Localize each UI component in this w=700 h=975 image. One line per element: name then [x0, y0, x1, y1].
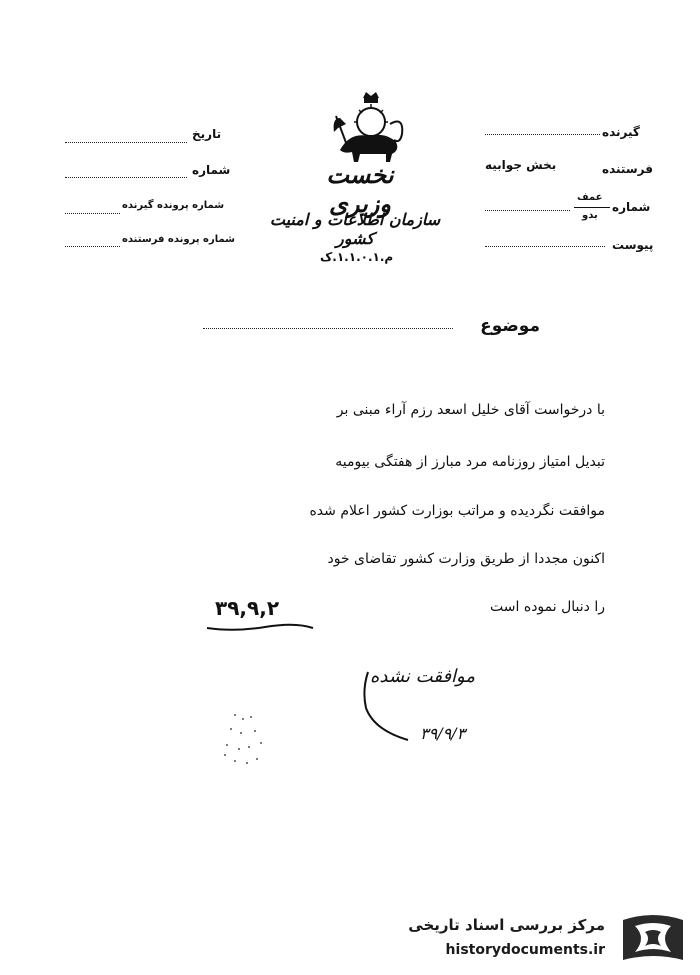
receiver-line: [485, 134, 600, 135]
number-fraction-bar: [574, 207, 610, 208]
handwritten-note: موافقت نشده: [370, 666, 475, 687]
number-line-right: [485, 210, 570, 211]
number-label-right: شماره: [612, 200, 651, 214]
sender-file-line: [65, 246, 120, 247]
body-line-4: اکنون مجددا از طریق وزارت کشور تقاضای خود: [327, 551, 605, 567]
watermark-text: مرکز بررسی اسناد تاریخی: [408, 916, 605, 934]
subject-label: موضوع: [480, 316, 540, 336]
number-line-left: [65, 177, 187, 178]
lion-and-sun-emblem-icon: [330, 88, 412, 168]
handwritten-date-stamp: ۳۹,۹,۲: [215, 596, 280, 620]
watermark-url: historydocuments.ir: [445, 942, 605, 958]
sender-file-label: شماره پرونده فرستنده: [122, 234, 235, 245]
faint-scribble: [215, 705, 275, 775]
number-bottom-value: بدو: [582, 210, 598, 221]
org-title-savak: سازمان اطلاعات و امنیت کشور: [269, 210, 441, 248]
sender-label: فرستنده: [602, 162, 653, 176]
receiver-file-line: [65, 213, 120, 214]
stamp-underline: [205, 622, 315, 634]
org-title-prime-ministry: نخست وزیری: [326, 160, 394, 218]
sender-value: بخش جوابیه: [485, 158, 557, 172]
org-code: م.۱.۱.۰.۱.ک: [320, 250, 394, 264]
date-label: تاریخ: [192, 127, 222, 141]
subject-line: [203, 328, 453, 329]
body-line-1: با درخواست آقای خلیل اسعد رزم آراء مبنی بر: [336, 402, 605, 418]
attachment-line: [485, 246, 605, 247]
attachment-label: پیوست: [612, 238, 654, 252]
body-line-5: را دنبال نموده است: [490, 599, 605, 615]
body-line-2: تبدیل امتیاز روزنامه مرد مبارز از هفتگی بیومیه: [335, 454, 605, 470]
handwritten-note-date: ۳۹/۹/۳: [420, 724, 466, 743]
watermark-logo-icon: [615, 908, 690, 968]
date-line: [65, 142, 187, 143]
receiver-label: گیرنده: [602, 125, 640, 139]
receiver-file-label: شماره پرونده گیرنده: [122, 200, 225, 211]
body-line-3: موافقت نگردیده و مراتب بوزارت کشور اعلام شده: [309, 503, 605, 519]
number-top-value: عمف: [577, 192, 603, 203]
number-label-left: شماره: [192, 163, 231, 177]
